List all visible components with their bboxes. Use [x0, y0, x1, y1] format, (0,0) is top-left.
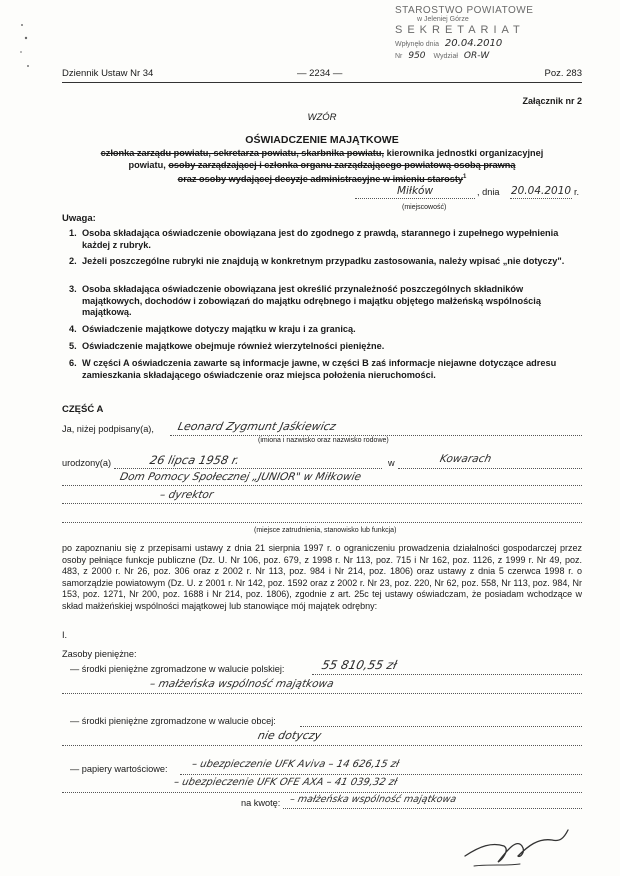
stamp-nr-row — [395, 51, 535, 61]
employment-line-2 — [62, 503, 582, 504]
subtitle-line2-struck: osoby zarządzającej i członka organu zarządzającego powiatową osobą prawną — [168, 160, 516, 170]
pln-line-1 — [312, 674, 582, 675]
stamp-nr-value: 950 — [408, 51, 426, 61]
pln-line-2 — [62, 693, 582, 694]
name-caption: (imiona i nazwisko oraz nazwisko rodowe) — [258, 437, 389, 444]
stamp-office: STAROSTWO POWIATOWE — [395, 5, 534, 16]
employment-line-3 — [62, 522, 582, 523]
employment-value-1: Dom Pomocy Społecznej „JUNIOR" w Miłkowie — [118, 471, 363, 483]
subtitle-line2-kept: powiatu, — [128, 160, 166, 170]
employment-value-2: – dyrektor — [158, 489, 215, 501]
foreign-label: — środki pieniężne zgromadzone w walucie obcej: — [70, 716, 276, 726]
journal-page: — 2234 — — [297, 68, 343, 79]
scan-specks — [18, 22, 38, 82]
template-label: WZÓR — [307, 112, 337, 123]
securities-label: — papiery wartościowe: — [70, 764, 168, 774]
subtitle-line1-kept: kierownika jednostki organizacyjnej — [386, 148, 544, 158]
section-i-numeral: I. — [62, 630, 68, 640]
pln-note: – małżeńska wspólność majątkowa — [148, 678, 335, 690]
journal-header — [62, 68, 582, 82]
amount-line — [283, 808, 582, 809]
foreign-value: nie dotyczy — [256, 729, 323, 742]
signed-label: Ja, niżej podpisany(a), — [62, 424, 154, 434]
stamp-received-row — [395, 38, 535, 49]
date-label: , dnia — [477, 187, 500, 197]
born-date-line — [114, 468, 382, 469]
stamp-nr-label: Nr — [395, 53, 403, 60]
annex-label: Załącznik nr 2 — [522, 96, 582, 106]
stamp-received-label: Wpłynęło dnia — [395, 41, 439, 48]
part-a-heading: CZĘŚĆ A — [62, 404, 104, 415]
date-field — [510, 185, 572, 199]
place-caption: (miejscowość) — [402, 204, 447, 211]
journal-position: Poz. 283 — [544, 68, 582, 79]
stamp-received-date: 20.04.2010 — [444, 38, 503, 49]
born-place-line — [398, 468, 582, 469]
born-label: urodzony(a) — [62, 458, 112, 468]
date-suffix: r. — [574, 187, 580, 197]
pln-value: 55 810,55 zł — [320, 658, 399, 672]
employment-caption: (miejsce zatrudnienia, stanowisko lub funkcja) — [254, 527, 397, 534]
subtitle-line3-struck: oraz osoby wydającej decyzje administracyjne w imieniu starosty — [177, 174, 464, 185]
foreign-line-2 — [62, 745, 582, 746]
securities-line-1 — [180, 774, 582, 775]
born-date-value: 26 lipca 1958 r. — [148, 453, 241, 467]
document-subtitle — [62, 147, 582, 185]
born-place-value: Kowarach — [438, 453, 493, 465]
journal-name: Dziennik Ustaw Nr 34 — [62, 68, 154, 79]
stamp-wydzial-label: Wydział — [433, 53, 458, 60]
date-value: 20.04.2010 — [510, 185, 572, 197]
pln-label: — środki pieniężne zgromadzone w walucie polskiej: — [70, 664, 285, 674]
place-date-row — [355, 185, 585, 199]
amount-label: na kwotę: — [241, 798, 281, 808]
stamp-dept: SEKRETARIAT — [395, 24, 525, 36]
notes-heading: Uwaga: — [62, 213, 96, 224]
subtitle-footnote-mark: 1 — [463, 174, 467, 180]
name-line — [170, 435, 582, 436]
signature-mark — [460, 816, 580, 872]
securities-value-2: – ubezpieczenie UFK OFE AXA – 41 039,32 zł — [172, 777, 399, 788]
statement-paragraph: po zapoznaniu się z przepisami ustawy z dnia 21 sierpnia 1997 r. o ograniczeniu prowadzenia działalności gospodarczej przez osoby pełniące funkcje publiczne (Dz. U. Nr 106, poz. 679, z 1998 r. Nr 113, poz. 715 i Nr 162, poz. 1126, z 1999 r. Nr 49, poz. 483, z 2000 r. Nr 26, poz. 306 oraz z 2002 r. Nr 113, poz. 984 i Nr 214, poz. 1806) oraz ustawy z dnia 5 czerwca 1998 r. o samorządzie powiatowym (Dz. U. z 2001 r. Nr 142, poz. 1592 oraz z 2002 r. Nr 23, poz. 220, Nr 62, poz. 558, Nr 113, poz. 984, Nr 153, poz. 1271, Nr 200, poz. 1688 i Nr 214, poz. 1806), zgodnie z art. 25c tej ustawy oświadczam, że posiadam wchodzące w skład małżeńskiej wspólności majątkowej lub stanowiące mój majątek odrębny: — [62, 543, 582, 611]
foreign-line-1 — [300, 726, 582, 727]
place-field — [355, 185, 475, 199]
registry-stamp — [395, 5, 535, 71]
employment-line-1 — [62, 485, 582, 486]
place-value: Miłków — [396, 185, 434, 197]
stamp-city: w Jeleniej Górze — [417, 16, 469, 23]
subtitle-line1-struck: członka zarządu powiatu, sekretarza powiatu, skarbnika powiatu, — [100, 148, 385, 158]
securities-value-1: – ubezpieczenie UFK Aviva – 14 626,15 zł — [190, 759, 401, 770]
amount-value: – małżeńska wspólność majątkowa — [288, 794, 458, 805]
section-i-heading: Zasoby pieniężne: — [62, 649, 137, 659]
name-value: Leonard Zygmunt Jaśkiewicz — [176, 420, 338, 433]
document-title: OŚWIADCZENIE MAJĄTKOWE — [245, 134, 399, 146]
header-rule — [62, 82, 582, 83]
securities-line-2 — [62, 792, 582, 793]
stamp-wydzial-value: OR-W — [463, 51, 490, 61]
born-w-label: w — [388, 458, 395, 468]
